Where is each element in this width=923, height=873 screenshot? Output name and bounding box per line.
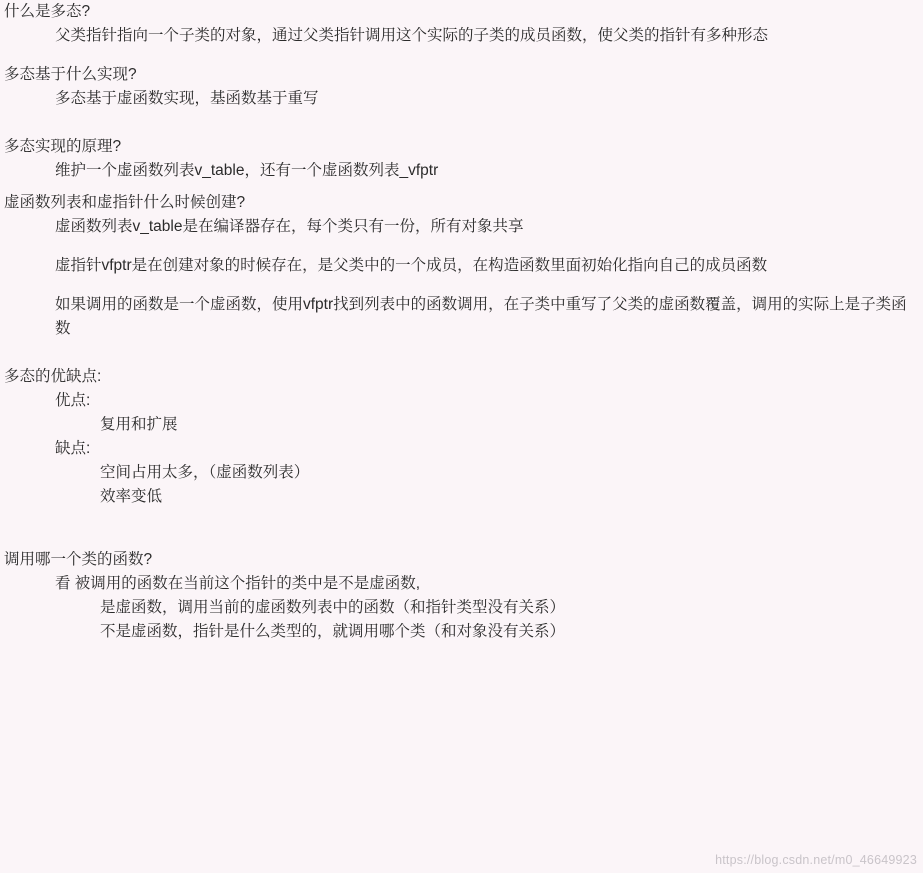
spacer [0,278,923,293]
spacer [0,48,923,63]
answer-text: 看 被调用的函数在当前这个指针的类中是不是虚函数, [55,575,421,593]
answer-text: 如果调用的函数是一个虚函数，使用vfptr找到列表中的函数调用，在子类中重写了父类的虚函数覆盖，调用的实际上是子类函数 [55,296,907,338]
section-item: 空间占用太多，（虚函数列表） [100,464,310,482]
answer-text: 多态基于虚函数实现，基函数基于重写 [55,90,319,108]
answer-text: 虚函数列表v_table是在编译器存在，每个类只有一份，所有对象共享 [55,218,524,236]
qa-block-1 [0,0,923,48]
qa-block-3 [0,135,923,183]
sub-answer-text: 是虚函数，调用当前的虚函数列表中的函数（和指针类型没有关系） [100,599,566,617]
section-label: 缺点: [55,440,91,458]
answer-text: 父类指针指向一个子类的对象，通过父类指针调用这个实际的子类的成员函数，使父类的指针有多种形态 [55,27,769,45]
spacer [0,341,923,365]
question-text: 虚函数列表和虚指针什么时候创建? [4,194,246,212]
question-text: 多态的优缺点: [4,368,102,386]
spacer [0,533,923,548]
answer-text: 虚指针vfptr是在创建对象的时候存在，是父类中的一个成员，在构造函数里面初始化指向自己的成员函数 [55,257,768,275]
spacer [0,111,923,135]
section-item: 效率变低 [100,488,163,506]
qa-block-2 [0,63,923,111]
question-text: 调用哪一个类的函数? [4,551,153,569]
section-item: 复用和扩展 [100,416,178,434]
question-text: 什么是多态? [4,3,91,20]
spacer [0,509,923,533]
spacer [0,183,923,191]
answer-text: 维护一个虚函数列表v_table，还有一个虚函数列表_vfptr [55,162,439,180]
question-text: 多态基于什么实现? [4,66,137,84]
watermark-text: https://blog.csdn.net/m0_46649923 [715,853,917,867]
spacer [0,239,923,254]
question-text: 多态实现的原理? [4,138,122,156]
qa-block-6 [0,548,923,644]
qa-block-5 [0,365,923,509]
qa-block-4 [0,191,923,341]
section-label: 优点: [55,392,91,410]
sub-answer-text: 不是虚函数，指针是什么类型的，就调用哪个类（和对象没有关系） [100,623,566,641]
